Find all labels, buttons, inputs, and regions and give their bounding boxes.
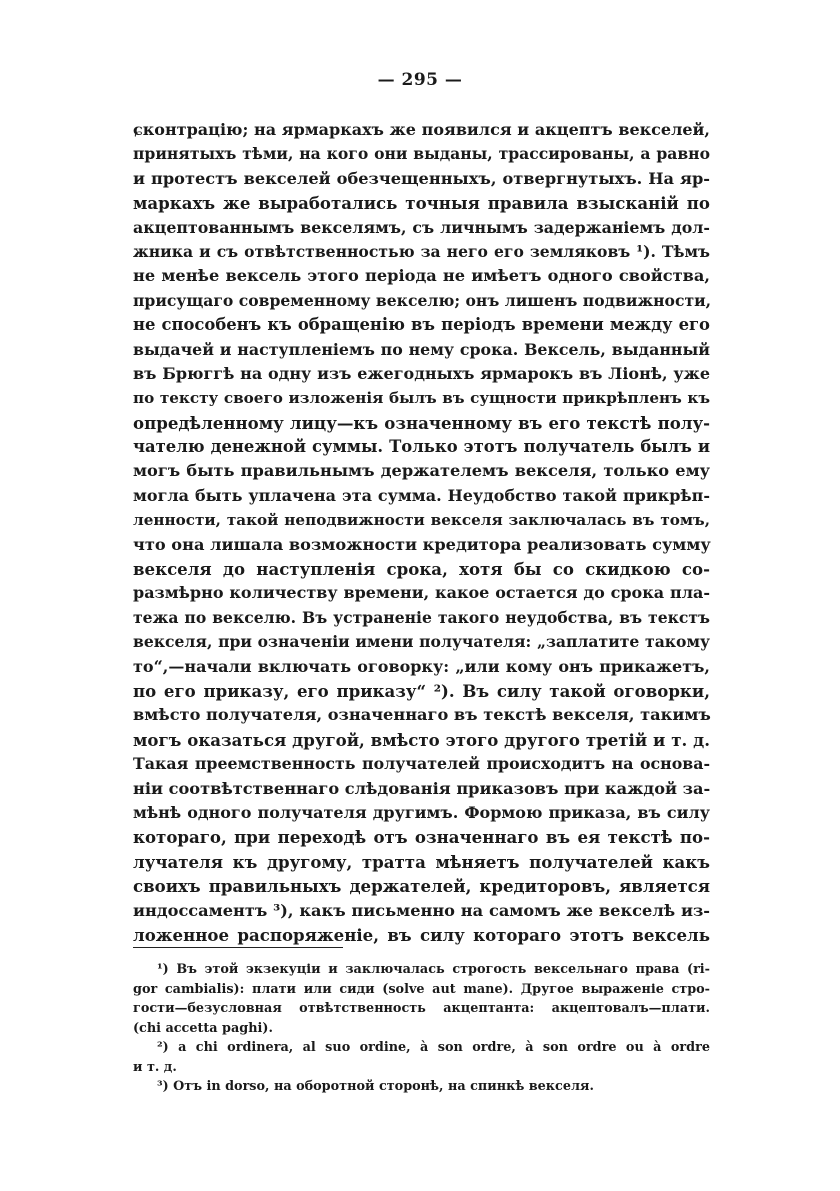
text-line: мѣнѣ одного получателя другимъ. Формою приказа, въ силу — [133, 802, 710, 822]
footnote-line: gor cambialis): плати или сиди (solve aut mane). Другое выраженіе стро- — [133, 981, 710, 997]
text-line: ложенное распоряженіе, въ силу котораго этотъ вексель — [133, 924, 710, 945]
text-line: своихъ правильныхъ держателей, кредиторовъ, является — [133, 876, 710, 897]
footnote-line: ²) a chi ordinera, al suo ordine, à son ordre, à son ordre ou à ordre — [157, 1040, 710, 1055]
text-line: что она лишала возможности кредитора реализовать сумму — [133, 534, 711, 554]
text-line: присущаго современному векселю; онъ лишенъ подвижности, — [133, 290, 712, 310]
text-line: могъ быть правильнымъ держателемъ векселя, только ему — [133, 461, 710, 481]
text-line: не способенъ къ обращенію въ періодъ времени между его — [133, 315, 710, 335]
text-line: лучателя къ другому, тратта мѣняетъ получателей какъ — [133, 851, 710, 872]
text-line: могъ оказаться другой, вмѣсто этого другого третій и т. д. — [133, 729, 710, 750]
text-line: вмѣсто получателя, означеннаго въ текстѣ векселя, такимъ — [133, 705, 711, 725]
text-line: маркахъ же выработались точныя правила взысканій по — [133, 193, 710, 214]
footnotes — [133, 960, 710, 1097]
text-line: ніи соотвѣтственнаго слѣдованія приказовъ при каждой за- — [133, 778, 711, 798]
footnote-line: (chi accetta paghi). — [133, 1020, 273, 1036]
footnote-line: и т. д. — [133, 1059, 177, 1075]
footnote-line: гости—безусловная отвѣтственность акцептанта: акцептовалъ—плати. — [133, 1001, 710, 1016]
text-line: котораго, при переходѣ отъ означеннаго въ ея текстѣ по- — [133, 827, 710, 848]
main-text — [133, 118, 710, 947]
text-line: жника и съ отвѣтственностью за него его земляковъ ¹). Тѣмъ — [133, 241, 710, 261]
text-line: то“,—начали включать оговорку: „или кому онъ прикажетъ, — [133, 656, 710, 676]
footnote-line: ¹) Въ этой экзекуціи и заключалась строгость вексельнаго права (ri- — [157, 962, 710, 977]
text-line: индоссаментъ ³), какъ письменно на самомъ же векселѣ из- — [133, 900, 710, 920]
text-line: опредѣленному лицу—къ означенному въ его текстѣ полу- — [133, 412, 710, 433]
text-line: Такая преемственность получателей происходитъ на основа- — [133, 754, 710, 774]
text-line: по тексту своего изложенія былъ въ сущности прикрѣпленъ къ — [133, 389, 710, 408]
text-line: акцептованнымъ векселямъ, съ личнымъ задержаніемъ дол- — [133, 217, 710, 237]
text-line: въ Брюггѣ на одну изъ ежегодныхъ ярмарокъ въ Ліонѣ, уже — [133, 363, 710, 383]
text-line: векселя до наступленія срока, хотя бы со скидкою со- — [133, 559, 710, 580]
text-line: размѣрно количеству времени, какое остается до срока пла- — [133, 583, 710, 603]
text-line: ɕконтрацію; на ярмаркахъ же появился и акцептъ векселей, — [133, 120, 710, 139]
text-line: по его приказу, его приказу“ ²). Въ силу такой оговорки, — [133, 680, 710, 701]
text-line: векселя, при означеніи имени получателя: „заплатите такому — [133, 632, 710, 652]
text-line: ленности, такой неподвижности векселя заключалась въ томъ, — [133, 511, 710, 530]
footnote-divider — [133, 947, 343, 948]
text-line: выдачей и наступленіемъ по нему срока. Вексель, выданный — [133, 339, 710, 359]
page-number: — 295 — — [377, 70, 463, 90]
text-line: не менѣе вексель этого періода не имѣетъ одного свойства, — [133, 266, 710, 286]
footnote-line: ³) Отъ in dorso, на оборотной сторонѣ, на спинкѣ векселя. — [157, 1079, 594, 1094]
text-line: чателю денежной суммы. Только этотъ получатель былъ и — [133, 437, 710, 457]
text-line: и протестъ векселей обезчещенныхъ, отвергнутыхъ. На яр- — [133, 168, 710, 188]
text-line: могла быть уплачена эта сумма. Неудобство такой прикрѣп- — [133, 485, 710, 505]
text-line: принятыхъ тѣми, на кого они выданы, трассированы, а равно — [133, 144, 710, 164]
text-line: тежа по векселю. Въ устраненіе такого неудобства, въ текстъ — [133, 607, 710, 627]
